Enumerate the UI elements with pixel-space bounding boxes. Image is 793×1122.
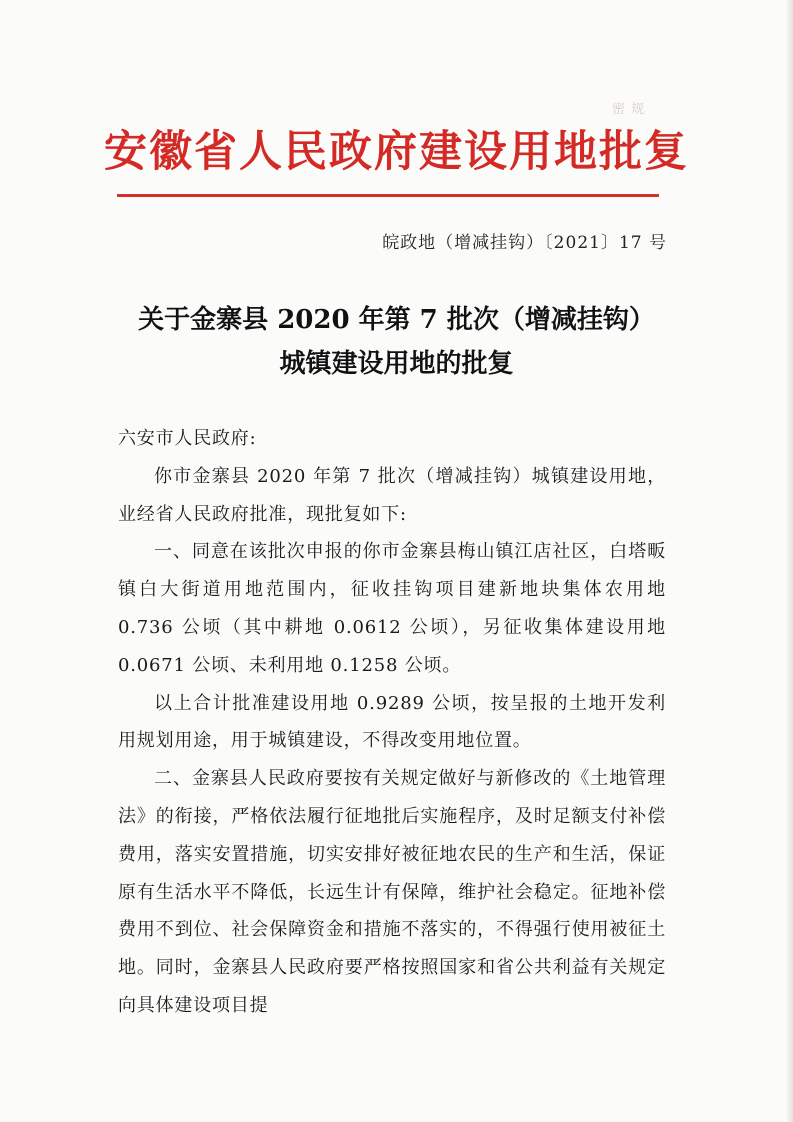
document-body: [118, 420, 666, 1025]
document-number: 皖政地（增减挂钩）〔2021〕17 号: [382, 233, 667, 253]
body-paragraph: 一、同意在该批次申报的你市金寨县梅山镇江店社区，白塔畈镇白大街道用地范围内，征收挂钩项目建新地块集体农用地 0.736 公顷（其中耕地 0.0612 公顷），另征收集体建设用地 0.0671 公顷、未利用地 0.1258 公顷。: [118, 541, 666, 676]
salutation: 六安市人民政府:: [118, 428, 257, 449]
red-divider-rule: [117, 194, 659, 197]
document-title-line-1: 关于金寨县 2020 年第 7 批次（增减挂钩）: [138, 305, 655, 335]
body-paragraph: 以上合计批准建设用地 0.9289 公顷，按呈报的土地开发利用规划用途，用于城镇建设，不得改变用地位置。: [118, 692, 666, 752]
body-paragraph: 你市金寨县 2020 年第 7 批次（增减挂钩）城镇建设用地，业经省人民政府批准，现批复如下:: [118, 465, 666, 525]
body-paragraph: 二、金寨县人民政府要按有关规定做好与新修改的《土地管理法》的衔接，严格依法履行征地批后实施程序，及时足额支付补偿费用，落实安置措施，切实安排好被征地农民的生产和生活，保证原有生活水平不降低，长远生计有保障，维护社会稳定。征地补偿费用不到位、社会保障资金和措施不落实的，不得强行使用被征土地。同时，金寨县人民政府要严格按照国家和省公共利益有关规定向具体建设项目提: [118, 768, 666, 1016]
faint-stamp-mark: 密 规: [612, 102, 646, 117]
document-title-line-2: 城镇建设用地的批复: [279, 349, 514, 379]
document-title: [0, 298, 793, 386]
agency-header-title: 安徽省人民政府建设用地批复: [104, 127, 689, 177]
